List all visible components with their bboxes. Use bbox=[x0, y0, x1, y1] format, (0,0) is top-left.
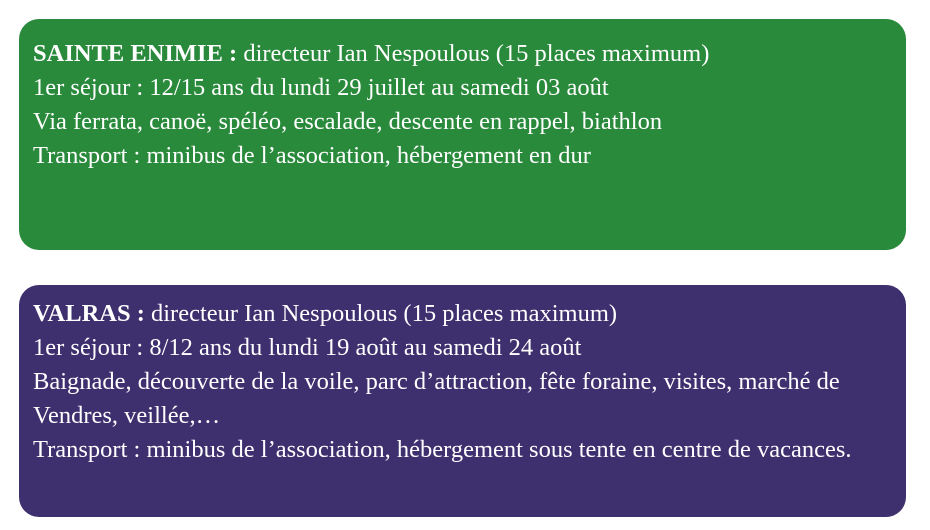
camp-name: SAINTE ENIMIE : bbox=[33, 40, 238, 67]
camp-transport: Transport : minibus de l’association, hébergement en dur bbox=[33, 142, 591, 169]
camp-transport: Transport : minibus de l’association, hébergement sous tente en centre de vacances. bbox=[33, 436, 852, 463]
camp-card-sainte-enimie bbox=[19, 19, 906, 250]
camp-director: directeur Ian Nespoulous (15 places maximum) bbox=[144, 300, 618, 327]
camp-activities: Baignade, découverte de la voile, parc d’attraction, fête foraine, visites, marché de Vendres, veillée,… bbox=[33, 368, 840, 429]
camp-heading bbox=[33, 37, 892, 71]
camp-sejour: 1er séjour : 8/12 ans du lundi 19 août au samedi 24 août bbox=[33, 334, 582, 361]
camp-director: directeur Ian Nespoulous (15 places maximum) bbox=[237, 40, 710, 67]
camp-name: VALRAS : bbox=[33, 300, 145, 327]
camp-card-valras bbox=[19, 285, 906, 517]
camp-activities: Via ferrata, canoë, spéléo, escalade, descente en rappel, biathlon bbox=[33, 108, 663, 135]
camp-heading bbox=[33, 297, 892, 331]
camp-sejour: 1er séjour : 12/15 ans du lundi 29 juillet au samedi 03 août bbox=[33, 74, 609, 101]
